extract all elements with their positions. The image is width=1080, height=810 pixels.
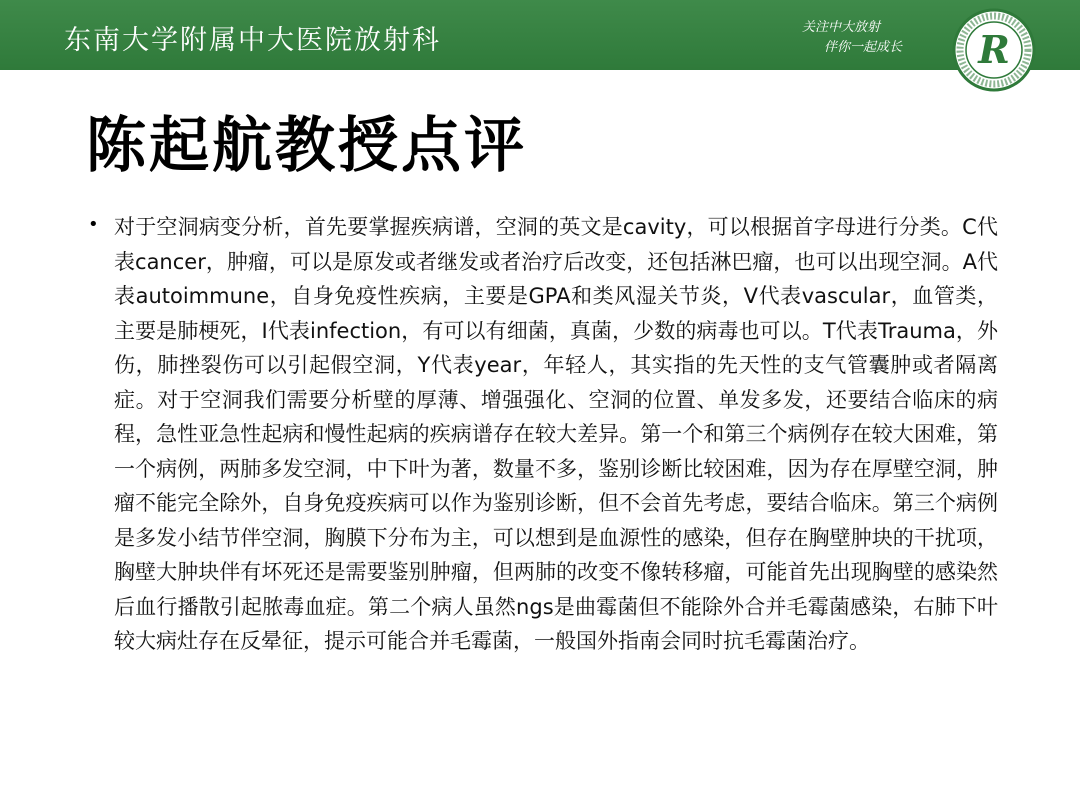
bullet-item [88,210,1000,659]
slogan-line-2: 伴你一起成长 [824,40,903,55]
logo-glyph: R [978,27,1010,72]
header-banner [0,0,1080,70]
slogan [800,18,940,58]
slogan-line-1: 关注中大放射 [802,20,881,35]
bullet-marker: • [88,214,99,235]
commentary-paragraph: 对于空洞病变分析，首先要掌握疾病谱，空洞的英文是cavity，可以根据首字母进行分类。C代表cancer，肿瘤，可以是原发或者继发或者治疗后改变，还包括淋巴瘤，也可以出现空洞。A代表autoimmune，自身免疫性疾病，主要是GPA和类风湿关节炎，V代表vascular，血管类，主要是肺梗死，I代表infection，有可以有细菌，真菌，少数的病毒也可以。T代表Trauma，外伤，肺挫裂伤可以引起假空洞，Y代表year，年轻人，其实指的先天性的支气管囊肿或者隔离症。对于空洞我们需要分析壁的厚薄、增强强化、空洞的位置、单发多发，还要结合临床的病程，急性亚急性起病和慢性起病的疾病谱存在较大差异。第一个和第三个病例存在较大困难，第一个病例，两肺多发空洞，中下叶为著，数量不多，鉴别诊断比较困难，因为存在厚壁空洞，肿瘤不能完全除外，自身免疫疾病可以作为鉴别诊断，但不会首先考虑，要结合临床。第三个病例是多发小结节伴空洞，胸膜下分布为主，可以想到是血源性的感染，但存在胸壁肿块的干扰项，胸壁大肿块伴有坏死还是需要鉴别肿瘤，但两肺的改变不像转移瘤，可能首先出现胸壁的感染然后血行播散引起脓毒血症。第二个病人虽然ngs是曲霉菌但不能除外合并毛霉菌感染，右肺下叶较大病灶存在反晕征，提示可能合并毛霉菌，一般国外指南会同时抗毛霉菌治疗。 [114,215,998,653]
hospital-department-title: 东南大学附属中大医院放射科 [64,25,441,56]
hospital-logo-icon [950,8,1038,92]
slide-title: 陈起航教授点评 [86,111,527,181]
